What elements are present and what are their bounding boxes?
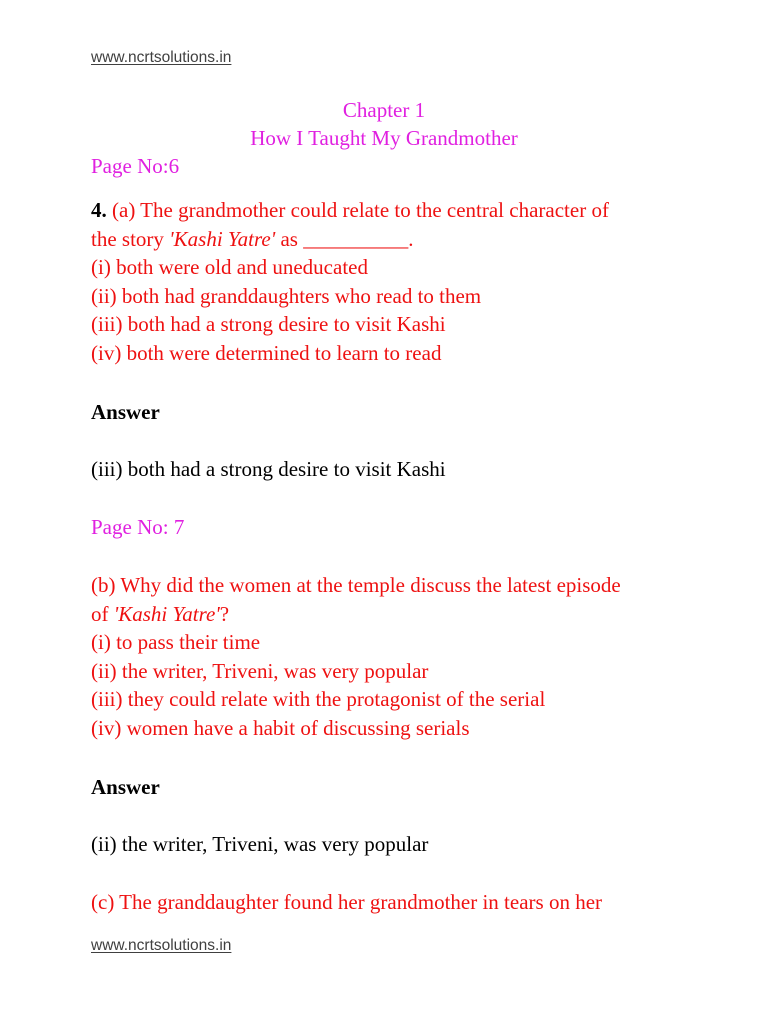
chapter-title: Chapter 1 <box>342 98 426 122</box>
option-4b-iv: (iv) women have a habit of discussing serials <box>91 716 470 740</box>
answer-4a: (iii) both had a strong desire to visit Kashi <box>91 457 446 481</box>
question-number: 4. <box>91 198 107 222</box>
option-4a-iv: (iv) both were determined to learn to read <box>91 341 442 365</box>
answer-heading-4b: Answer <box>91 775 160 799</box>
option-4a-iii: (iii) both had a strong desire to visit Kashi <box>91 312 446 336</box>
footer-site-link[interactable]: www.ncrtsolutions.in <box>91 937 232 954</box>
question-4b-prefix: of <box>91 602 114 626</box>
option-4b-i: (i) to pass their time <box>91 630 261 654</box>
page-label-7: Page No: 7 <box>91 515 185 539</box>
option-4b-iii: (iii) they could relate with the protagonist of the serial <box>91 687 546 711</box>
option-4a-i: (i) both were old and uneducated <box>91 255 368 279</box>
option-4a-ii: (ii) both had granddaughters who read to them <box>91 284 482 308</box>
header-site-link[interactable]: www.ncrtsolutions.in <box>91 49 232 66</box>
option-4b-ii: (ii) the writer, Triveni, was very popular <box>91 659 429 683</box>
page-label-6: Page No:6 <box>91 154 180 178</box>
question-4c-line-1: (c) The granddaughter found her grandmother in tears on her <box>91 890 603 914</box>
answer-heading-4a: Answer <box>91 400 160 424</box>
question-4a-line-1 <box>91 196 609 224</box>
chapter-name: How I Taught My Grandmother <box>250 126 518 150</box>
question-4a-prefix: the story <box>91 227 170 251</box>
question-4a-suffix: as __________. <box>275 227 414 251</box>
question-4b-suffix: ? <box>219 602 230 626</box>
answer-4b: (ii) the writer, Triveni, was very popular <box>91 832 429 856</box>
story-title: 'Kashi Yatre' <box>113 602 220 626</box>
question-4b-line-1: (b) Why did the women at the temple discuss the latest episode <box>91 573 621 597</box>
question-4a-line-2 <box>91 225 413 253</box>
question-4a-text: (a) The grandmother could relate to the central character of <box>106 198 609 222</box>
story-title: 'Kashi Yatre' <box>169 227 276 251</box>
question-4b-line-2 <box>91 600 229 628</box>
